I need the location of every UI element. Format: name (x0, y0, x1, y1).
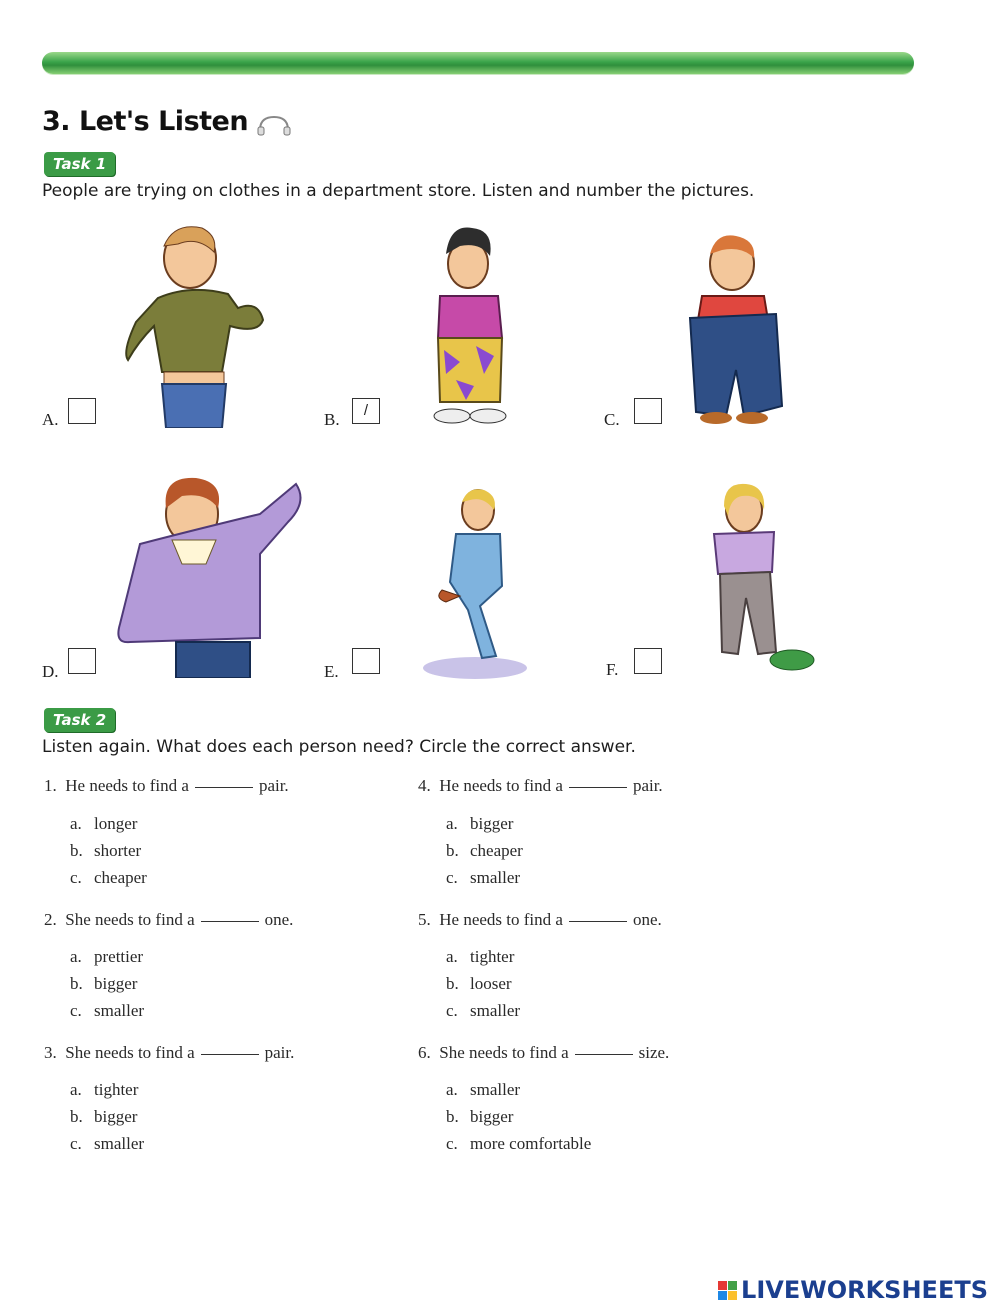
answer-box-e[interactable] (352, 648, 380, 674)
headphones-icon (256, 114, 292, 136)
answer-blank (201, 1054, 259, 1055)
option-1b[interactable]: b. shorter (70, 841, 142, 860)
question-text-before: She needs to find a (65, 910, 195, 929)
question-number: 1. (44, 776, 57, 795)
answer-blank (569, 787, 627, 788)
option-3a[interactable]: a. tighter (70, 1080, 139, 1099)
picture-label-e: E. (324, 662, 339, 681)
answer-box-a[interactable] (68, 398, 96, 424)
option-4a[interactable]: a. bigger (446, 814, 514, 833)
question-text-after: pair. (632, 776, 663, 795)
task1-badge: Task 1 (44, 152, 115, 176)
option-2a[interactable]: a. prettier (70, 947, 144, 966)
question-1 (44, 776, 289, 796)
option-3c[interactable]: c. smaller (70, 1134, 145, 1153)
option-1c[interactable]: c. cheaper (70, 868, 147, 887)
figure-c-boy-big-pants (676, 230, 790, 426)
question-4 (418, 776, 663, 796)
question-3 (44, 1043, 294, 1063)
option-2c[interactable]: c. smaller (70, 1001, 145, 1020)
picture-label-f: F. (606, 660, 619, 679)
figure-a-man-small-shirt (118, 222, 268, 428)
liveworksheets-logo-icon (718, 1281, 737, 1300)
option-3b[interactable]: b. bigger (70, 1107, 138, 1126)
question-text-before: He needs to find a (439, 910, 563, 929)
answer-box-f[interactable] (634, 648, 662, 674)
option-1a[interactable]: a. longer (70, 814, 138, 833)
picture-label-c: C. (604, 410, 620, 429)
question-text-before: She needs to find a (65, 1043, 195, 1062)
question-text-after: pair. (258, 776, 289, 795)
question-text-before: He needs to find a (439, 776, 563, 795)
answer-blank (569, 921, 627, 922)
section-title: 3. Let's Listen (42, 106, 249, 137)
answer-blank (201, 921, 259, 922)
question-number: 4. (418, 776, 431, 795)
figure-b-man-patterned-pants (420, 220, 520, 426)
picture-label-a: A. (42, 410, 59, 429)
question-number: 6. (418, 1043, 431, 1062)
picture-label-b: B. (324, 410, 340, 429)
picture-label-d: D. (42, 662, 59, 681)
question-number: 3. (44, 1043, 57, 1062)
option-6b[interactable]: b. bigger (446, 1107, 514, 1126)
answer-blank (195, 787, 253, 788)
option-5c[interactable]: c. smaller (446, 1001, 521, 1020)
option-5b[interactable]: b. looser (446, 974, 512, 993)
option-4b[interactable]: b. cheaper (446, 841, 523, 860)
liveworksheets-watermark[interactable] (718, 1276, 988, 1304)
question-number: 5. (418, 910, 431, 929)
answer-box-b[interactable]: / (352, 398, 380, 424)
question-text-before: He needs to find a (65, 776, 189, 795)
question-5 (418, 910, 662, 930)
question-text-after: pair. (264, 1043, 295, 1062)
question-text-after: size. (638, 1043, 670, 1062)
task2-instruction: Listen again. What does each person need? Circle the correct answer. (42, 737, 636, 757)
figure-d-purple-sweater (110, 474, 310, 678)
question-2 (44, 910, 293, 930)
brand-name: LIVEWORKSHEETS (741, 1276, 988, 1304)
option-2b[interactable]: b. bigger (70, 974, 138, 993)
option-6c[interactable]: c. more comfortable (446, 1134, 592, 1153)
task1-instruction: People are trying on clothes in a department store. Listen and number the pictures. (42, 181, 755, 201)
answer-box-d[interactable] (68, 648, 96, 674)
question-text-after: one. (632, 910, 662, 929)
answer-box-c[interactable] (634, 398, 662, 424)
question-number: 2. (44, 910, 57, 929)
figure-e-woman-shoe (420, 486, 530, 682)
option-5a[interactable]: a. tighter (446, 947, 515, 966)
question-6 (418, 1043, 669, 1063)
figure-f-woman-grey-pants (700, 482, 818, 678)
header-decorative-bar (42, 52, 914, 74)
option-6a[interactable]: a. smaller (446, 1080, 521, 1099)
option-4c[interactable]: c. smaller (446, 868, 521, 887)
question-text-before: She needs to find a (439, 1043, 569, 1062)
task2-badge: Task 2 (44, 708, 115, 732)
question-text-after: one. (264, 910, 294, 929)
answer-blank (575, 1054, 633, 1055)
